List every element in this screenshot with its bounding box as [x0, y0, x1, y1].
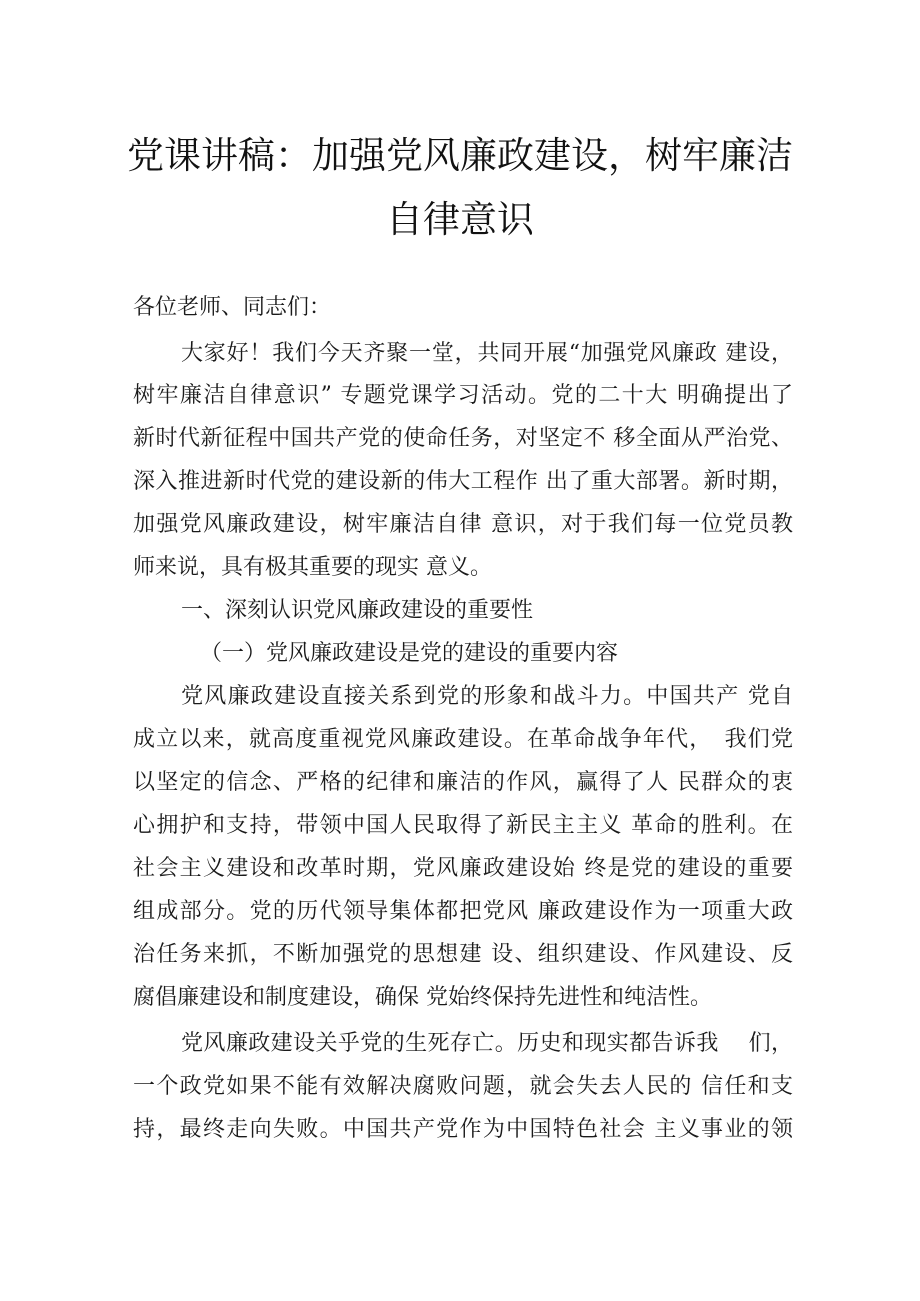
paragraph-3-line-2: 一个政党如果不能有效解决腐败问题，就会失去人民的 信任和支	[133, 1074, 793, 1099]
paragraph-1-line-6: 师来说，具有极其重要的现实 意义。	[133, 555, 492, 580]
paragraph-2-line-3: 以坚定的信念、严格的纪律和廉洁的作风，赢得了人 民群众的衷	[133, 770, 793, 795]
paragraph-1-line-2: 树牢廉洁自律意识” 专题党课学习活动。党的二十大 明确提出了	[133, 383, 793, 408]
document-title-line-1: 党课讲稿：加强党风廉政建设，树牢廉洁	[127, 134, 793, 177]
paragraph-2-line-5: 社会主义建设和改革时期，党风廉政建设始 终是党的建设的重要	[133, 856, 793, 881]
paragraph-2-line-4: 心拥护和支持，带领中国人民取得了新民主主义 革命的胜利。在	[133, 813, 793, 838]
paragraph-2-line-6: 组成部分。党的历代领导集体都把党风 廉政建设作为一项重大政	[133, 899, 793, 924]
subsection-1-heading: （一）党风廉政建设是党的建设的重要内容	[200, 641, 619, 666]
section-1-heading: 一、深刻认识党风廉政建设的重要性	[181, 598, 534, 623]
paragraph-3-line-3: 持，最终走向失败。中国共产党作为中国特色社会 主义事业的领	[133, 1117, 793, 1142]
paragraph-1-line-3: 新时代新征程中国共产党的使命任务，对坚定不 移全面从严治党、	[133, 426, 793, 451]
salutation: 各位老师、同志们：	[133, 295, 332, 320]
paragraph-1-line-4: 深入推进新时代党的建设新的伟大工程作 出了重大部署。新时期，	[133, 469, 793, 494]
paragraph-2-line-8: 腐倡廉建设和制度建设，确保 党始终保持先进性和纯洁性。	[133, 985, 712, 1010]
paragraph-3-line-1: 党风廉政建设关乎党的生死存亡。历史和现实都告诉我 们，	[181, 1031, 793, 1056]
paragraph-1-line-1: 大家好！我们今天齐聚一堂，共同开展“加强党风廉政 建设，	[181, 341, 793, 366]
paragraph-2-line-1: 党风廉政建设直接关系到党的形象和战斗力。中国共产 党自	[181, 684, 793, 709]
paragraph-2-line-2: 成立以来，就高度重视党风廉政建设。在革命战争年代， 我们党	[133, 727, 793, 752]
paragraph-2-line-7: 治任务来抓，不断加强党的思想建 设、组织建设、作风建设、反	[133, 942, 793, 967]
document-title-line-2: 自律意识	[386, 198, 534, 241]
paragraph-1-line-5: 加强党风廉政建设，树牢廉洁自律 意识，对于我们每一位党员教	[133, 512, 793, 537]
